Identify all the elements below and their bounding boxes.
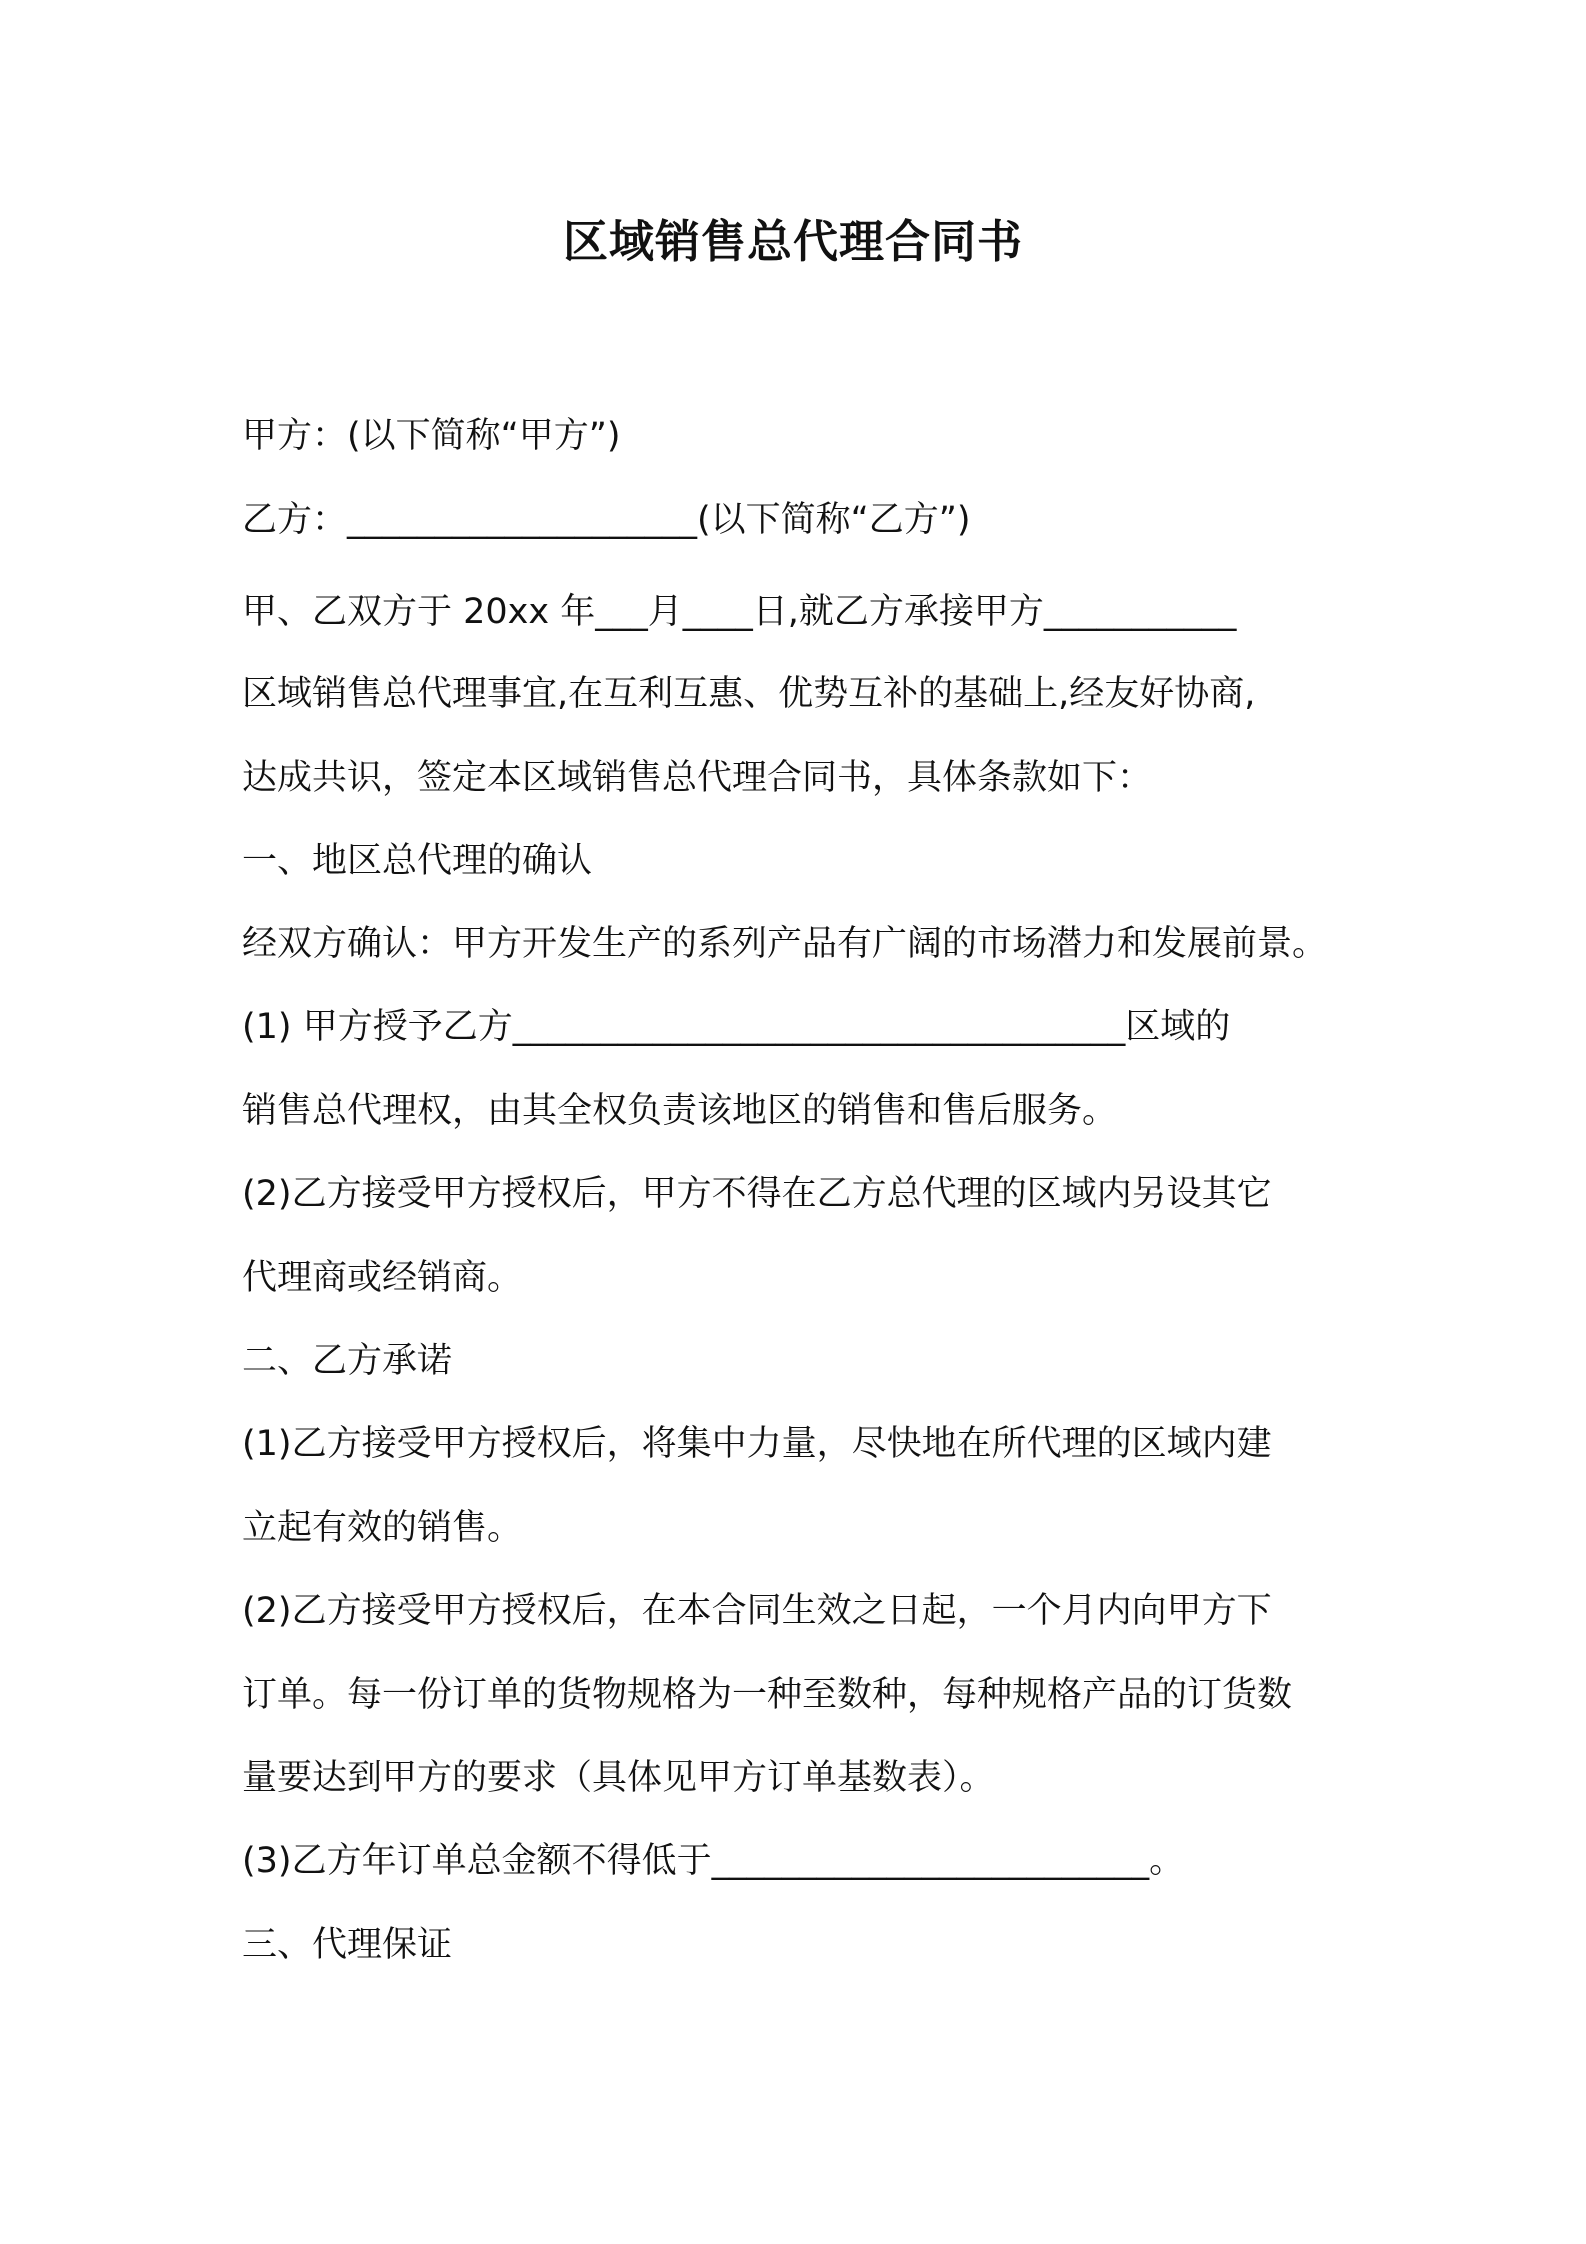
section-1-heading: 一、地区总代理的确认: [242, 841, 593, 881]
preamble-line-2: 区域销售总代理事宜,在互利互惠、优势互补的基础上,经友好协商,: [242, 674, 1256, 714]
section-2-item-2-c: 量要达到甲方的要求（具体见甲方订单基数表）。: [242, 1758, 995, 1798]
section-2-item-2-a: (2)乙方接受甲方授权后，在本合同生效之日起，一个月内向甲方下: [242, 1591, 1272, 1631]
section-3-heading: 三、代理保证: [242, 1925, 453, 1965]
section-2-heading: 二、乙方承诺: [242, 1341, 453, 1381]
section-1-paragraph: 经双方确认：甲方开发生产的系列产品有广阔的市场潜力和发展前景。: [242, 924, 1328, 964]
section-1-item-1-b: 销售总代理权，由其全权负责该地区的销售和售后服务。: [242, 1091, 1118, 1131]
section-2-item-1-a: (1)乙方接受甲方授权后，将集中力量，尽快地在所代理的区域内建: [242, 1424, 1272, 1464]
section-2-item-2-b: 订单。每一份订单的货物规格为一种至数种，每种规格产品的订货数: [242, 1675, 1293, 1715]
party-b-line: 乙方：____________________(以下简称“乙方”): [242, 500, 971, 540]
section-1-item-2-a: (2)乙方接受甲方授权后，甲方不得在乙方总代理的区域内另设其它: [242, 1174, 1272, 1214]
section-1-item-1-a: (1) 甲方授予乙方___________________________________区域的: [242, 1007, 1231, 1047]
section-2-item-1-b: 立起有效的销售。: [242, 1508, 523, 1548]
preamble-line-1: 甲、乙双方于 20xx 年___月____日,就乙方承接甲方___________: [242, 592, 1237, 632]
section-1-item-2-b: 代理商或经销商。: [242, 1258, 523, 1298]
party-a-line: 甲方：(以下简称“甲方”): [242, 416, 621, 456]
preamble-line-3: 达成共识，签定本区域销售总代理合同书，具体条款如下：: [242, 758, 1153, 798]
document-title: 区域销售总代理合同书: [562, 215, 1023, 268]
section-2-item-3: (3)乙方年订单总金额不得低于_________________________。: [242, 1841, 1185, 1881]
